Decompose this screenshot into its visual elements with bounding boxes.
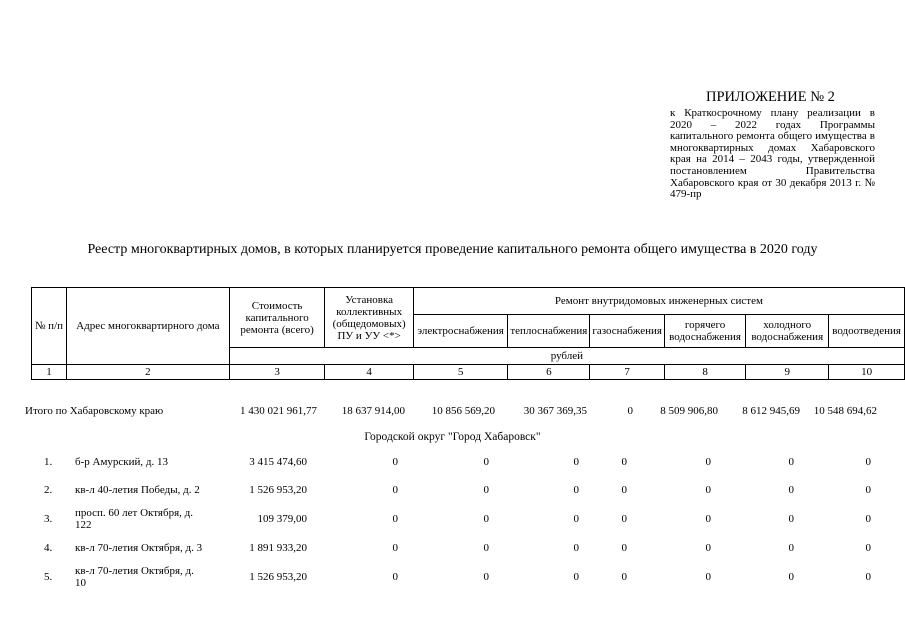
row-cold-water: 0 <box>788 513 794 525</box>
column-number: 5 <box>413 365 508 380</box>
header-heating: теплоснабжения <box>508 315 590 348</box>
appendix-title: ПРИЛОЖЕНИЕ № 2 <box>706 89 835 105</box>
header-gas: газоснабжения <box>590 315 665 348</box>
row-sewer: 0 <box>865 484 871 496</box>
appendix-text: к Краткосрочному плану реализации в 2020 – 2022 годах Программы капитального ремонта общего имущества в многоквартирных домах Хабаровского края на 2014 – 2043 годы, утвержденной постановлением Правительства Хабаровского края от 30 декабря 2013 г. № 479-пр <box>670 107 875 201</box>
row-cost: 3 415 474,60 <box>249 456 307 468</box>
header-address: Адрес многоквартирного дома <box>66 288 229 365</box>
header-units: рублей <box>229 348 904 365</box>
registry-title: Реестр многоквартирных домов, в которых планируется проведение капитального ремонта общего имущества в 2020 году <box>87 242 818 257</box>
table-row <box>31 505 878 533</box>
row-electric: 0 <box>483 513 489 525</box>
table-row <box>31 448 878 476</box>
total-heating: 30 367 369,35 <box>523 405 587 417</box>
row-cost: 1 526 953,20 <box>249 484 307 496</box>
row-num: 3. <box>44 513 53 525</box>
row-cost: 1 526 953,20 <box>249 571 307 583</box>
header-repair-group: Ремонт внутридомовых инженерных систем <box>413 288 904 315</box>
row-num: 5. <box>44 571 53 583</box>
header-hot-water: горячего водоснабжения <box>664 315 745 348</box>
table-row <box>31 476 878 504</box>
row-install: 0 <box>392 571 398 583</box>
row-electric: 0 <box>483 456 489 468</box>
row-hot-water: 0 <box>705 456 711 468</box>
row-hot-water: 0 <box>705 542 711 554</box>
row-install: 0 <box>392 542 398 554</box>
row-address: кв-л 70-летия Октября, д. 10 <box>75 565 194 589</box>
row-install: 0 <box>392 456 398 468</box>
total-electric: 10 856 569,20 <box>431 405 495 417</box>
header-num: № п/п <box>32 288 67 365</box>
row-heating: 0 <box>573 513 579 525</box>
row-install: 0 <box>392 484 398 496</box>
row-cold-water: 0 <box>788 484 794 496</box>
row-sewer: 0 <box>865 456 871 468</box>
row-cold-water: 0 <box>788 542 794 554</box>
row-address: б-р Амурский, д. 13 <box>75 456 169 468</box>
table-row <box>31 534 878 562</box>
total-cost: 1 430 021 961,77 <box>240 405 317 417</box>
row-cost: 109 379,00 <box>257 513 307 525</box>
column-number: 9 <box>746 365 829 380</box>
header-install: Установка коллективных (общедомовых) ПУ и УУ <*> <box>325 288 413 348</box>
row-num: 4. <box>44 542 53 554</box>
column-number: 2 <box>66 365 229 380</box>
row-electric: 0 <box>483 542 489 554</box>
total-sewer: 10 548 694,62 <box>813 405 877 417</box>
row-gas: 0 <box>621 571 627 583</box>
row-heating: 0 <box>573 456 579 468</box>
row-address: кв-л 70-летия Октября, д. 3 <box>75 542 203 554</box>
row-electric: 0 <box>483 484 489 496</box>
row-hot-water: 0 <box>705 513 711 525</box>
total-cold-water: 8 612 945,69 <box>742 405 800 417</box>
column-number: 8 <box>664 365 745 380</box>
row-sewer: 0 <box>865 571 871 583</box>
row-gas: 0 <box>621 513 627 525</box>
row-cold-water: 0 <box>788 456 794 468</box>
row-sewer: 0 <box>865 542 871 554</box>
header-electric: электроснабжения <box>413 315 508 348</box>
row-gas: 0 <box>621 542 627 554</box>
registry-table-header <box>31 287 905 380</box>
row-address: кв-л 40-летия Победы, д. 2 <box>75 484 200 496</box>
row-gas: 0 <box>621 484 627 496</box>
row-cold-water: 0 <box>788 571 794 583</box>
row-gas: 0 <box>621 456 627 468</box>
row-num: 2. <box>44 484 53 496</box>
table-row <box>31 563 878 591</box>
column-number: 3 <box>229 365 325 380</box>
total-label: Итого по Хабаровскому краю <box>25 405 164 417</box>
column-number: 7 <box>590 365 665 380</box>
row-heating: 0 <box>573 484 579 496</box>
column-number: 1 <box>32 365 67 380</box>
row-hot-water: 0 <box>705 571 711 583</box>
row-cost: 1 891 933,20 <box>249 542 307 554</box>
row-install: 0 <box>392 513 398 525</box>
row-heating: 0 <box>573 542 579 554</box>
row-sewer: 0 <box>865 513 871 525</box>
row-electric: 0 <box>483 571 489 583</box>
column-number: 4 <box>325 365 413 380</box>
row-heating: 0 <box>573 571 579 583</box>
row-num: 1. <box>44 456 53 468</box>
column-number: 6 <box>508 365 590 380</box>
total-install: 18 637 914,00 <box>341 405 405 417</box>
row-hot-water: 0 <box>705 484 711 496</box>
header-cost: Стоимость капитального ремонта (всего) <box>229 288 325 348</box>
total-row <box>25 398 878 424</box>
total-hot-water: 8 509 906,80 <box>660 405 718 417</box>
row-address: просп. 60 лет Октября, д. 122 <box>75 507 193 531</box>
district-heading: Городской округ "Город Хабаровск" <box>364 431 541 443</box>
total-gas: 0 <box>627 405 633 417</box>
header-sewer: водоотведения <box>829 315 905 348</box>
header-cold-water: холодного водоснабжения <box>746 315 829 348</box>
column-number: 10 <box>829 365 905 380</box>
